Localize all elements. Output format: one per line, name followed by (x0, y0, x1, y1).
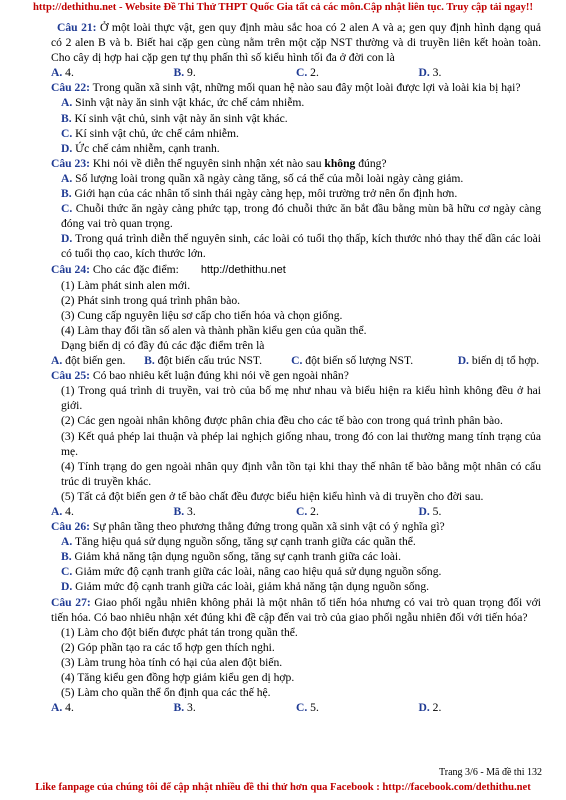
option-b: B. Kí sinh vật chủ, sinh vật này ăn sinh vật khác. (61, 111, 288, 125)
question-label: Câu 24: (51, 262, 90, 276)
answer-options (51, 504, 541, 519)
site-header-banner[interactable]: http://dethithu.net - Website Đề Thi Thử THPT Quốc Gia tất cả các môn.Cập nhật liên tục. Truy cập tải ngay!! (33, 2, 533, 13)
question-21 (51, 20, 541, 65)
statement-2: (2) Phát sinh trong quá trình phân bào. (61, 293, 241, 307)
question-label: Câu 23: (51, 156, 90, 170)
question-prompt: Dạng biến dị có đầy đủ các đặc điểm trên là (61, 338, 265, 352)
statement-4: (4) Làm thay đổi tần số alen và thành phần kiểu gen của quần thể. (61, 323, 367, 337)
page-number: Trang 3/6 - Mã đề thi 132 (439, 767, 542, 778)
question-23: Câu 23: Khi nói về diễn thế nguyên sinh nhận xét nào sau không đúng? (51, 156, 387, 170)
question-label: Câu 27: (51, 595, 91, 609)
option-d: D. Giảm mức độ cạnh tranh giữa các loài, giảm khả năng tận dụng nguồn sống. (61, 580, 430, 594)
site-footer-banner[interactable]: Like fanpage của chúng tôi để cập nhật nhiều đề thi thử hơn qua Facebook : http://facebook.com/dethithu.net (35, 782, 531, 793)
statement-3: (3) Cung cấp nguyên liệu sơ cấp cho tiến hóa và chọn giống. (61, 308, 343, 322)
statement-3: (3) Làm trung hòa tính có hại của alen đột biến. (61, 655, 283, 669)
option-a: A. đột biến gen. (51, 354, 126, 368)
option-a: A. Tăng hiệu quả sử dụng nguồn sống, tăng sự cạnh tranh giữa các quần thể. (61, 535, 416, 549)
option-a: A. 4. (51, 66, 74, 80)
option-d: D. 3. (418, 66, 442, 80)
question-label: Câu 26: (51, 520, 90, 534)
option-d: D. 2. (418, 701, 442, 715)
option-c: C. 2. (296, 66, 319, 80)
keyword-khong: không (324, 156, 356, 170)
option-a: A. Sinh vật này ăn sinh vật khác, ức chế cảm nhiễm. (61, 96, 305, 110)
question-26: Câu 26: Sự phân tầng theo phương thẳng đứng trong quần xã sinh vật có ý nghĩa gì? (51, 520, 445, 534)
statement-4: (4) Tính trạng do gen ngoài nhân quy định vẫn tồn tại khi thay thế nhân tế bào bằng một nhân có cấu trúc di truyền khác. (61, 459, 541, 488)
question-22 (51, 80, 541, 95)
option-d: D. Ức chế cảm nhiễm, cạnh tranh. (61, 141, 220, 155)
option-b: B. 3. (173, 701, 196, 715)
statement-1: (1) Trong quá trình di truyền, vai trò của bố mẹ như nhau và biểu hiện ra kiểu hình không đều ở hai giới. (61, 384, 541, 413)
option-c: C. 5. (296, 701, 319, 715)
statement-1: (1) Làm phát sinh alen mới. (61, 278, 191, 292)
option-b: B. đột biến cấu trúc NST. (144, 354, 263, 368)
question-25: Câu 25: Có bao nhiêu kết luận đúng khi nói về gen ngoài nhân? (51, 369, 349, 383)
answer-options (51, 65, 541, 80)
option-a: A. 4. (51, 701, 74, 715)
option-b: B. 9. (173, 66, 196, 80)
option-c: C. Kí sinh vật chủ, ức chế cảm nhiễm. (61, 126, 239, 140)
answer-options (51, 700, 541, 715)
statement-5: (5) Làm cho quần thể ổn định qua các thế hệ. (61, 686, 271, 700)
option-c: C. đột biến số lượng NST. (291, 354, 414, 368)
answer-options (51, 353, 541, 368)
question-label: Câu 21: (57, 21, 97, 34)
question-label: Câu 22: (51, 81, 90, 95)
option-a: A. Số lượng loài trong quần xã ngày càng tăng, số cá thể của mỗi loài ngày càng giảm. (61, 171, 464, 185)
option-c: C. Giảm mức độ cạnh tranh giữa các loài, nâng cao hiệu quả sử dụng nguồn sống. (61, 565, 442, 579)
option-a: A. 4. (51, 505, 74, 518)
statement-3: (3) Kết quả phép lai thuận và phép lai nghịch giống nhau, trong đó con lai thường mang tính trạng của mẹ. (61, 429, 541, 458)
option-d: D. 5. (418, 505, 442, 518)
statement-1: (1) Làm cho đột biến được phát tán trong quần thể. (61, 625, 298, 639)
statement-2: (2) Góp phần tạo ra các tổ hợp gen thích nghi. (61, 640, 275, 654)
option-b: B. 3. (173, 505, 196, 518)
option-c: C. 2. (296, 505, 319, 518)
option-b: B. Giới hạn của các nhân tố sinh thái ngày càng hẹp, môi trường trở nên ổn định hơn. (61, 187, 458, 201)
question-text: Trong quần xã sinh vật, những mối quan hệ nào sau đây một loài được lợi và loài kia bị hại? (89, 81, 521, 95)
option-d: D. biến dị tổ hợp. (457, 354, 540, 368)
option-b: B. Giảm khả năng tận dụng nguồn sống, tăng sự cạnh tranh giữa các loài. (61, 550, 402, 564)
option-d: D. Trong quá trình diễn thế nguyên sinh, các loài có tuổi thọ thấp, kích thước nhỏ thay thế dần các loài có tuổi thọ cao, kích thước lớn. (61, 232, 541, 261)
exam-content (51, 20, 541, 715)
question-27: Câu 27: Giao phối ngẫu nhiên không phải là một nhân tố tiến hóa nhưng có vai trò quan trọng đối với tiến hóa. Có bao nhiêu nhận xét đúng khi đề cập đến vai trò của giao phối ngẫu nhiên đối với tiến hóa? (51, 595, 541, 624)
statement-5: (5) Tất cả đột biến gen ở tế bào chất đều được biểu hiện kiểu hình và di truyền cho đời sau. (61, 489, 484, 503)
question-text: Ở một loài thực vật, gen quy định màu sắc hoa có 2 alen A và a; gen quy định hình dạng quả có 2 alen B và b. Biết hai cặp gen cùng nằm trên một cặp NST thường và di truyền liên kết hoàn toàn. Cho cây dị hợp hai cặp gen tự thụ phấn thì số kiểu hình tối đa ở đời con là (51, 21, 541, 65)
question-label: Câu 25: (51, 369, 90, 383)
question-24: Câu 24: Cho các đặc điểm: http://dethithu.net (51, 262, 286, 276)
option-c: C. Chuỗi thức ăn ngày càng phức tạp, trong đó chuỗi thức ăn bắt đầu bằng mùn bã hữu cơ ngày càng đóng vai trò quan trọng. (61, 202, 541, 231)
watermark-url[interactable]: http://dethithu.net (200, 263, 286, 276)
statement-2: (2) Các gen ngoài nhân không được phân chia đều cho các tế bào con trong quá trình phân bào. (61, 414, 503, 428)
statement-4: (4) Tăng kiểu gen đồng hợp giảm kiểu gen dị hợp. (61, 671, 295, 685)
